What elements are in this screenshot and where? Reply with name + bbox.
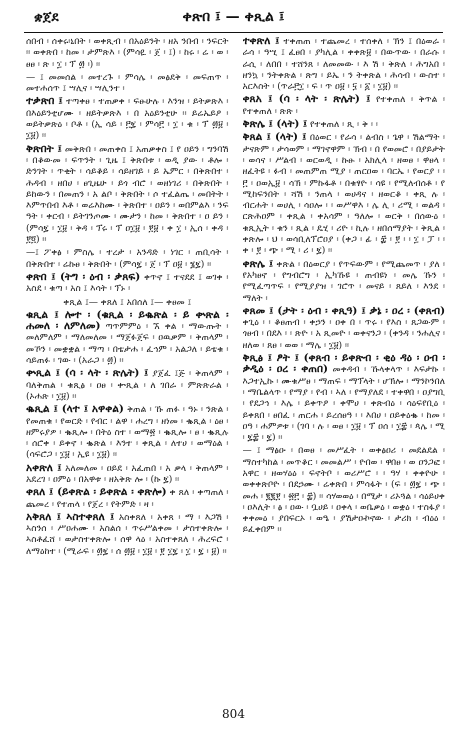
entry-definition: በዕወር ፡ የራሳ ፡ ልብስ ፡ ጌዋ ፡ ሽልማት ፡ ታናጽም ፡ ታሳወም ፡ ማገኖዋም ፡ ኽብ ፡ በ የወመሮ ፡ በያይታት ፡ ወሳና ፡ ሥልብ ፡ ወርወዲ ፡ ኩፁ ፡ አክሊላ ፡ ዘወፀ ፡ ዋፀላ ፡ ዘፈትዩ ፡ ፉብ ፡ መጠምጠ ሚያ ፡ ጠርዐወ ፡ ባርኤ ፡ የወርያ ፡ ፡ ፫ ፡ ዐወኢ፱ ፡ ሳኽ ፡ ምኩፋቶ ፡ በቁፃዮ ፡ ሳዩ ፡ የሚለብሰቶ ፡ የ ሚከፍንበት ፡ ሻሽ ፡ ንጠላ ፡ ወሀዳና ፡ ዘወርቆ ፡ ቀጺ ሉ ፡ ብርሐት ፡ ወሀሊ ፡ ሳዐሎ ፡ ፡ ወሥዋእ ፡ ሌ ሊ ፡ ሪሚ ፡ ወልዳ ፡ ርጽሕዐም ፡ ቀጺል ፡ ቀአሳም ፡ ዓለሎ ፡ ወርቅ ፡ በሰውዕ ፡ ቁጺኢት ፡ ቁን ፡ ጺል ፡ ዴሂ ፡ ሪዮ ፡ ኪሉ ፡ ዘበሰማያት ፡ ቅጺል ፡ ቀጽሎ ፡ ህ ፡ ወሳቢለፕሮዐያ ፡ (ቀጋ ፡ ፊ ፡ ፰ ፡ ፻ ፡ ፡ ፲ ፡ ፓ ፡ ፡ ቀ ፡ ፻ ፡ ጭ ፡ ሚ ፡ ሪ ፡ ፯) ፡፡ <box>242 132 445 257</box>
dictionary-entry <box>26 272 229 295</box>
dictionary-entry <box>243 36 446 92</box>
dictionary-entry <box>26 487 229 510</box>
entry-definition: ቅጠል ፡ ኹ ጠፉ ፡ ዓኑ ፡ ንጽል ፡ የመጠቁ ፡ የወርድ ፡ የብር ፡ ልዋ ፡ ሐረግ ፡ ዘነመ ፡ ቈጺል ፡ ዕፀ ፡ ዘምሩያዎ ፡ ቈጺሎ ፡ በትዕ ስተ ፡ ወማ፳ ፡ ቈጺሎ ፡ ፀ ፡ ቈጺሉ ፡ ሰሮቀ ፡ ይቀኖ ፡ ቈጽል ፡ እንተ ፡ ቀጺል ፡ ለተሀ ፡ ወማዕል ፡ (ሳፍሮጋ ፡ ፲፱ ፡ ኢዩ ፡ ፲፱) ፡፡ <box>26 404 229 461</box>
column-left <box>26 36 229 703</box>
entry-headword: ተቃጽበ ፤ <box>26 95 63 108</box>
entry-definition: ያጀፈ ፤ጅ ፡ ቅጠላም ፡ ባለቅጠል ፡ ቁጺፅ ፡ ዐፀ ፡ ቍጺል ፡ ለ ገበራ ፡ ምጽጽራል ፡ (ኦሐጽ ፡ ፲፱) ፡፡ <box>26 368 229 402</box>
page-header <box>24 6 443 33</box>
dictionary-entry <box>26 36 229 70</box>
entry-headword: ቅጸል ፤ (ላት) ፤ <box>242 131 307 144</box>
entry-definition: የተቀጠለ ፡ ጺ ፡ ቅ ፡ ፡ <box>309 119 378 131</box>
entry-headword: ቅጺፅ ፤ ፆት ፤ (ቀጸብ ፡ ይቀጽብ ፡ ቂዕ ዳዕ ፡ ዐብ ፡ ቃዲዕ ፡ ዐረ ፡ ቀጠበ) <box>242 352 445 376</box>
entry-definition: መቅጽበ ፡ መጠቀስ ፤ አጠቃቀስ ፤ የ ዐይን ፡ ግንባሽ ፡ በቆውመ ፡ ፍጥንት ፡ ጊዜ ፤ ቅጽበቱ ፡ ወዲ ያው ፡ ቶሎ ፡ ድንገት ፡ ጥቂት ፡ ሳይቆይ ፡ ሳይዘገይ ፡ ይ ኤምር ፡ በቅጽበተ ፡ ሕዳብ ፡ ዘበሀ ፡ ፀጊዜሁ ፡ ይጎ ብሮ ፡ ወዘነገሪ ፡ በቅጽበት ፡ ይከውን ፡ በመጠን ፡ አ ልቦ ፡ ቅጽበት ፡ ሶ ተፈልጤ ፡ መበትት ፡ እምጥበብ እቶ ፡ ወሬእከሙ ፡ ቅጽበተ ፡ ዐይን ፡ ወበምልእ ፡ ንፍ ዓት ፡ ቀርብ ፡ ይትገንጦሙ ፡ ሙታን ፡ ከመ ፡ ቅጽበተ ፡ ዐ ይን ፡ (ምሳ፯ ፡ ፲፱ ፡ ቅዳ ፡ ፕሩ ፡ ፕ ዐ፲፱ ፡ ፻፱ ፡ ቀ ፲ ፡ ኢሰ ፡ ቀዳ ፡ ፻፬) ፡፡ <box>26 143 229 246</box>
header-title: ቀጽበ ፤ — ቀጺል ፤ <box>182 9 285 25</box>
dictionary-entry <box>26 368 229 402</box>
entry-headword: ቀጸአ ፤ (ሳ ፡ ላት ፡ ጽሌት) ፤ <box>242 93 371 106</box>
dictionary-body <box>26 36 445 703</box>
entry-definition: ቀጊዕ ፡ ፡ ቆፀጠብ ፡ ቀኃን ፡ ዐቀ በ ፡ ጥሩ ፡ የእስ ፡ ጸጋውም ፡ ጎፀብ ፡ በደእ ፡ ፡ ጽዮ ፡ አ ጺመዮ ፡ ወቀናንጋ ፡ (ቀንዳ ፡ ንሐሊና ፡ ዘለወ ፡ ጸፀ ፡ ወወ ፡ ማሌ ፡ ፲፱) ፡፡ <box>242 317 445 351</box>
entry-definition: ጣጥምምዕ ፡ ኧ ቀል ፡ ማውጡት ፡ መለምለም ፡ ማለመለመ ፡ ማጀፉጀፍ ፡ ዐዉቃም ፡ ቅጠላም ፡ መኾን ፡ መቋቋል ፡ ማጣ ፡ በቴታሐ ፡ ፈኅም ፡ አልጋለ ፡ ይቴቁ ፡ ሳይጠፉ ፡ ገው ፡ (አራጋ ፡ ፴) ፡፡ <box>26 321 229 367</box>
dictionary-entry <box>243 259 446 304</box>
dictionary-entry <box>26 96 229 141</box>
entry-definition: — ፤ ማፅዑ ፡ በወፀ ፡ መሥፈት ፡ ወቀፅዐሪ ፡ መደልደል ፡ ማስተካከል ፡ መጥቆር ፡ መመልሥ ፡ ዮበወ ፡ ዋበፀ ፡ ወ ዐንጋፎ ፡ አዋር ፡ ዘወሃዕዕ ፡ ፍኖትቦ ፡ ወሪሥሮ ፡ ፡ ዓሃ ፡ ቀቀዮሁ ፡ ወቀቀጽቦዮ ፡ በደኃሙ ፡ ሬቀጽበ ፡ ምሳፋት ፡ (ፍ ፡ ፴፯ ፡ ጭ ፡ መሐ ፡ ፪፪፻ ፡ ፳፫ ፡ ፰) ፡፡ ሳሃወወዕ ፡ በሚታ ፡ ሪኦጓል ፡ ሳዕይሀቀ ፡ ዐእሊት ፡ ፅ ፡ ዐው ፡ ቧሀይ ፡ ዐቀላ ፡ ወቤቃዕ ፡ ወቋዕ ፡ ተስፋያ ፡ ቀቀመዕ ፡ ያበፍርኦ ፡ ወዔ ፡ ያሽታዐኯኖው ፡ ታሪክ ፡ ብዕዕ ፡ ይፈቀበም ፡፡ <box>242 445 445 536</box>
entry-headword: ቀጸመ ፤ (ታት ፡ ዕብ ፡ ቀጺዓ) ፤ ቃኔ ፡ ዐረ ፡ (ቀጸብ) <box>242 304 445 317</box>
entry-definition: ቀጽል ፡ በዕወርያ ፡ የጥፍውም ፡ የሚጨመጥ ፡ ያለ ፡ የአካፀኖ ፡ የግብሮግ ፡ ኢካኹዩ ፡ ጠብዩነ ፡ መሌ ኹን ፡ የሚፈጣጥፍ ፡ የሚያያዝ ፡ ገሮጥ ፡ መናይ ፡ ጸይለ ፡ እንደ ፡ ማለት ፡ <box>242 258 445 304</box>
entry-definition: ተጣቀፀ ፡ ተጠቃቀ ፡ ፍፁሁሉ ፡ እንዝ ፡ ይትቃጽእ ፡ በእዕይንቲሆሙ ፡ ዘይትቃጽእ ፡ በ አዕይንቲሁ ፡፡ ይሬኤይዖ ፡ ወይትቃጽዕ ፡ ቦቶ ፡ (ኢ ሳይ ፡ ፫፯ ፡ ምሳ፫ ፡ ፲ ፡ ቁ ፡ ፕ ፴፱ ፡ ፲፱) ፡፡ <box>26 96 229 142</box>
entry-definition: አለመለመ ፡ ዐይደ ፡ አፈጠበ ፡ አ ቃላ ፡ ቅጠላም ፡ አደረገ ፡ ዐምዕ ፡ በአዋቱ ፡ ዘአቅጽ ሎ ፡ (ኩ ፯) ፡፡ <box>26 462 229 485</box>
entry-headword: ተቀጽለ ፤ <box>242 36 280 47</box>
entry-headword: ቈጺል ፤ (ላተ ፤ አዋቀል) <box>26 403 124 416</box>
dictionary-entry <box>243 353 446 443</box>
page-number: 804 <box>222 707 245 721</box>
dictionary-entry <box>26 72 229 95</box>
dictionary-entry <box>243 306 446 351</box>
entry-headword: ቅጽሌ ፤ (ላት) ፤ <box>242 118 308 131</box>
entry-headword: ቀጽሌ ፤ <box>242 257 274 270</box>
dictionary-entry <box>26 247 229 270</box>
dictionary-entry <box>243 119 446 130</box>
dictionary-entry <box>243 132 446 256</box>
entry-definition: የተቀጠለ ፡ ቅጥል ፡ የተቀጠለ ፡ ጽጽ ፡ <box>242 94 445 117</box>
dictionary-entry <box>26 463 229 486</box>
entry-definition: ሰበብ ፡ ሰቀሩ፡ኒበት ፡ ወቀጺብ ፡ በአዕይንት ፡ ዘአ ንበብ ፡ ንፍርት ፡፡ ወቀጽበ ፡ ከመ ፡ ታምጽእ ፡ (ምሳዪ ፡ ጀ ፡ ፤) ፡ ከሩ ፡ ሬ ፡ ወ ፡ ፀፀ ፡ ጽ ፡ ፲ ፡ ፕ ፴ ፡) ፡፡ <box>26 36 229 70</box>
entry-definition: ቀጺል ፤— ቀጸለ ፤ አበሰለ ፤— ቀፀመ ፤ <box>63 296 192 308</box>
dictionary-entry <box>243 94 446 117</box>
entry-definition: ቀጥኖ ፤ ተናደደ ፤ ወገቀ ፡ አስደ ፡ ቁጣ ፡ አስ ፤ እሳት ፡ ፕኑ ፡ <box>26 271 229 295</box>
entry-definition: መቀዳብ ፡ ኹላቀላጥ ፡ እፍታኩ ፡ እጋተኢኩ ፡ ሙቁሥፀ ፡ ማጠፍ ፡ ማፕላት ፡ ሆኽሎ ፡ ማንኮንበለ ፡ ማቤልላጥ ፡ የማያ ፡ የብ ፡ ኣለ ፡ የማያለደ ፡ ተቀዋበ ፡ ዐያግቢ ፡ የደጋኅ ፡ እሌ ፡ ይቀጥዖ ፡ ቀሞሀ ፡ ቀጽብዕ ፡ ሳዕፍየቢዕ ፡ ይቀጸበ ፡ ፀበፈ ፡ ጠርሐ ፡ ይረሰፀዓ ፡ ፡ እበሀ ፡ ዐይቀዕቈ ፡ ከመ ፡ ዐዓ ፡ ሐምዎቱ ፡ (ገባ ፡ ሉ ፡ ወፀ ፡ ፲፱ ፡ ፕ ዐሰ ፡ ፲፰ ፡ ጳሌ ፡ ሚ ፡ ፯፰ ፡ ፯) ፡፡ <box>242 364 445 444</box>
entry-headword: ቅጽበት ፤ <box>26 142 62 155</box>
entry-definition: አስቀጸለ ፡ አቀጸ ፡ ማ ፡ እጋሽ ፡ ኣስንሰ ፡ ሥዐሐሙ ፡ አስልሰ ፡ ጥሩሥልቀመ ፡ ታስተቀጽሎ ፡ ኣስቶፈሸ ፡ ወታስተቀጽሎ ፡ ሰዋ ላዕ ፡ አስተቀጸለ ፡ ሕረፍሮ ፡ ለማዕከተ ፡ (ሚራፍ ፡ ፴፯ ፡ ሰ ፴፱ ፡ ፲፱ ፡ ፻ ፲፯ ፡ ፲ ፡ ፯ ፡ ፱) ፡፡ <box>26 511 229 557</box>
entry-headword: ቀጽበ ፤ (ትግ ፡ ዕብ ፡ ቃጸፍ) <box>26 270 141 283</box>
entry-headword: ቀጸለ ፤ (ይቀጽል ፡ ይቀጽል ፡ ቀጽሎ) <box>26 486 167 499</box>
entry-headword: ቁጺል ፤ ሎተ ፡ (ቁጺል ፡ ይቈጽል ፡ ይ ቍጽል ፡ ሐመለ ፡ ለምለመ) <box>26 308 229 333</box>
dictionary-entry <box>26 404 229 460</box>
header-tag: ቋጀደ <box>34 10 59 25</box>
dictionary-entry <box>26 144 229 246</box>
entry-definition: ቀ ጸለ ፡ ቀጣጠለ ፡ ጨመረ ፡ የተጠላ ፡ የጀረ ፡ የትምድ ፡ ዛ ፡ <box>26 487 229 510</box>
entry-headword: አቅጸለ ፤ ኣስተቀጸለ ፤ <box>26 510 115 523</box>
dictionary-entry <box>243 445 446 535</box>
entry-headword: ቍጺል ፤ (ሳ ፡ ላት ፡ ጽሌት) ፤ <box>26 367 149 380</box>
entry-definition: —፤ ፖቀፅ ፡ ምስሌ ፡ ተረታ ፡ አንዳድ ፡ ነገር ፡ ጠቢሳት ፡ በቅጽበተ ፡ ሬኩፀ ፡ ቅጽበት ፡ (ምሳ፯ ፡ ጀ ፡ ፕ ዐ፱ ፡ ፮፯) ፡፡ <box>26 247 229 270</box>
column-right <box>243 36 446 703</box>
dictionary-entry <box>26 297 229 308</box>
entry-definition: ተቀጠጠ ፡ ተጨመረ ፡ ተሰቀለ ፡ ኽን ፤ በዕወራ ፡ ራሳ ፡ ዓሢ ፤ ፈፀበ ፡ ያካሊል ፡ ቀቀጽ፱ ፡ በውጥው ፡ በራሱ ፡ ራሲ ፡ ለበበ ፡ ተሸንጸ ፡ ለመመው ፡ እ ሽ ፡ ቅጽለ ፡ ሕግአበ ፡ ዘንኳ ፡ ንትቀጽል ፡ ጽግ ፡ ይኤ ፡ ን ትቀጽል ፡ ሕሳብ ፡ ውስተ ፡ አርእስት ፡ (ጥራ፫፲ ፡ ፍ ፡ ጥ ዐ፱ ፡ ፶ ፡ ፩ ፡ ፲፱) ፡፡ <box>242 36 445 93</box>
dictionary-entry <box>26 310 229 366</box>
dictionary-entry <box>26 512 229 557</box>
entry-headword: አቀጽለ ፤ <box>26 461 62 474</box>
entry-definition: — ፤ መመሰል ፡ መተረጉ ፡ ምሳሌ ፡ መፅደቅ ፡ መፍጠጥ ፡ መተሐሰጥ ፤ ሣሊና ፡ ሣሊንተ ፡ <box>26 71 229 95</box>
